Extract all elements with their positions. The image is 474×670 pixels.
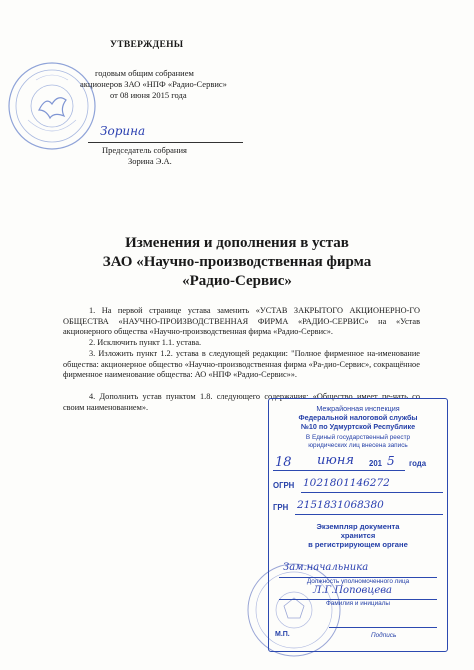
document-title-line-1: Изменения и дополнения в устав	[125, 235, 349, 251]
stamp-ogrn-label: ОГРН	[273, 481, 295, 490]
document-title-line-2: ЗАО «Научно-производственная фирма	[102, 254, 372, 270]
stamp-sign-label: Подпись	[371, 632, 397, 639]
stamp-line-5: юридических лиц внесена запись	[308, 442, 408, 449]
stamp-date-year-prefix: 201	[369, 459, 383, 468]
approval-line-2: акционеров ЗАО «НПФ «Радио-Сервис»	[80, 79, 227, 89]
stamp-officer-name-label: Фамилия и инициалы	[325, 600, 391, 607]
stamp-date-year-suffix: 5	[387, 454, 395, 468]
stamp-grn-value: 2151831068380	[297, 499, 384, 511]
stamp-copy-3: в регистрирующем органе	[308, 540, 408, 549]
stamp-officer-title: Должность уполномоченного лица	[306, 578, 410, 585]
item-4: 4. Дополнить устав пунктом 1.8. следующего содержания: «Общество имеет пе-чать со своим наименованием».	[63, 392, 420, 412]
stamp-line-4: В Единый государственный реестр	[305, 434, 411, 441]
chair-signature: Зорина	[100, 124, 146, 138]
chair-name: Зорина Э.А.	[128, 156, 172, 166]
approval-line-3: от 08 июня 2015 года	[110, 90, 187, 100]
item-1: 1. На первой странице устава заменить «УСТАВ ЗАКРЫТОГО АКЦИОНЕРНО-ГО ОБЩЕСТВА «НАУЧНО-ПРОИЗВОДСТВЕННАЯ ФИРМА «РАДИО-СЕРВИС» на «Устав акционерного общества «Научно-производственная фирма «Радио-Сервис».	[63, 306, 420, 337]
stamp-date-label: года	[409, 459, 427, 468]
approval-title: УТВЕРЖДЕНЫ	[110, 40, 184, 50]
stamp-copy-1: Экземпляр документа	[316, 522, 400, 531]
stamp-officer-hand: Зам.начальника	[283, 562, 369, 573]
stamp-line-1: Межрайонная инспекция	[316, 404, 400, 413]
stamp-ogrn-value: 1021801146272	[303, 477, 390, 489]
company-seal-icon	[6, 60, 98, 152]
stamp-grn-rule	[295, 514, 443, 515]
stamp-date-month: июня	[317, 453, 354, 468]
signature-rule	[88, 142, 243, 143]
stamp-date-day: 18	[275, 455, 292, 470]
stamp-sign-rule	[329, 627, 437, 628]
registration-stamp	[268, 398, 448, 652]
stamp-mp-label: М.П.	[275, 631, 290, 638]
stamp-ogrn-rule	[301, 492, 443, 493]
chair-role: Председатель собрания	[102, 145, 187, 155]
stamp-name-hand: Л.Г.Поповцева	[313, 585, 393, 596]
approval-line-1: годовым общим собранием	[95, 68, 194, 78]
stamp-date-rule	[273, 470, 405, 471]
stamp-grn-label: ГРН	[273, 503, 289, 512]
stamp-copy-2: хранится	[340, 531, 376, 540]
stamp-line-3: №10 по Удмуртской Республике	[300, 422, 416, 431]
item-3: 3. Изложить пункт 1.2. устава в следующей редакции: "Полное фирменное на-именование общества: акционерное общество «Научно-производственная фирма «Ра-дио-Сервис», сокращённое фирменное наименование общества: АО «НПФ «Радио-Сервис»».	[63, 349, 420, 380]
item-2: 2. Исключить пункт 1.1. устава.	[89, 338, 202, 347]
document-title-line-3: «Радио-Сервис»	[182, 273, 292, 289]
stamp-line-2: Федеральной налоговой службы	[298, 413, 418, 422]
